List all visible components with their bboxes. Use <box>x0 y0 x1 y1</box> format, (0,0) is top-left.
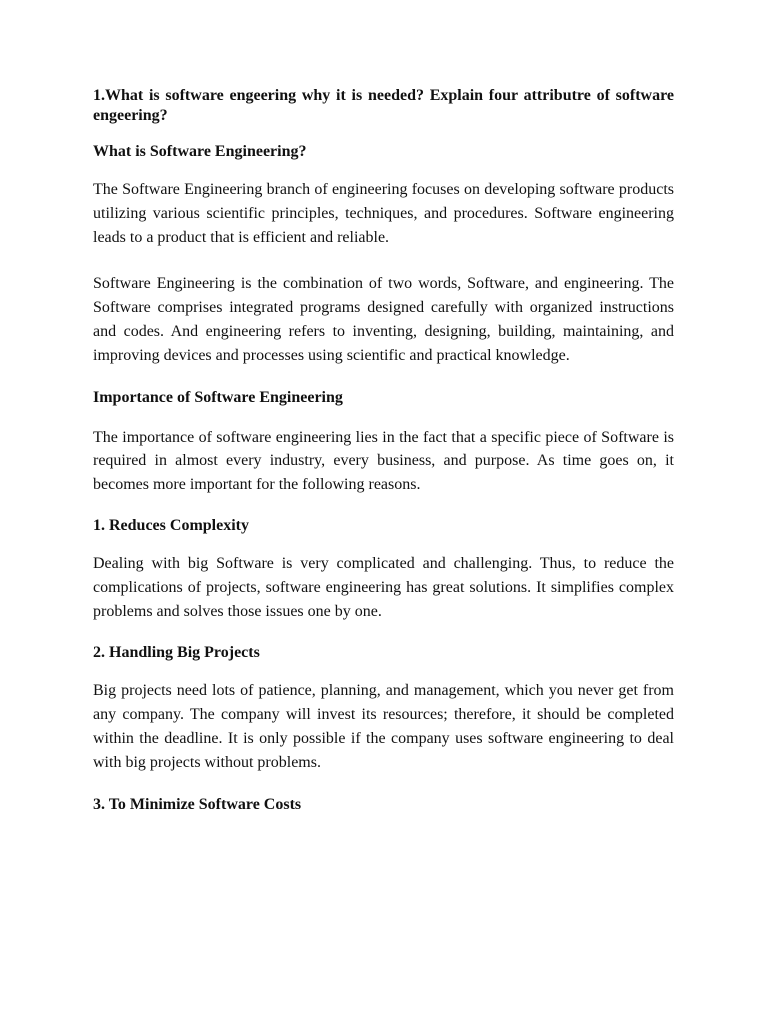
paragraph-reduces-complexity: Dealing with big Software is very complicated and challenging. Thus, to reduce the complications of projects, software engineering has great solutions. It simplifies complex problems and solves those issues one by one. <box>93 554 674 620</box>
paragraph-importance: The importance of software engineering lies in the fact that a specific piece of Software is required in almost every industry, every business, and purpose. As time goes on, it becomes more important for the following reasons. <box>93 428 674 494</box>
question-title: 1.What is software engeering why it is needed? Explain four attributre of software engeering? <box>93 87 674 124</box>
paragraph-definition: The Software Engineering branch of engineering focuses on developing software products utilizing various scientific principles, techniques, and procedures. Software engineering leads to a product that is efficient and reliable. <box>93 181 674 246</box>
document-page <box>93 86 674 815</box>
heading-what-is-se: What is Software Engineering? <box>93 143 307 160</box>
heading-minimize-costs: 3. To Minimize Software Costs <box>93 795 302 813</box>
paragraph-combination: Software Engineering is the combination of two words, Software, and engineering. The Software comprises integrated programs designed carefully with organized instructions and codes. And engineering refers to inventing, designing, building, maintaining, and improving devices and processes using scientific and practical knowledge. <box>93 275 674 364</box>
paragraph-big-projects: Big projects need lots of patience, planning, and management, which you never get from any company. The company will invest its resources; therefore, it should be completed within the deadline. It is only possible if the company uses software engineering to deal with big projects without problems. <box>93 682 674 771</box>
heading-reduces-complexity: 1. Reduces Complexity <box>93 516 249 534</box>
heading-importance: Importance of Software Engineering <box>93 388 343 406</box>
heading-big-projects: 2. Handling Big Projects <box>93 644 260 662</box>
